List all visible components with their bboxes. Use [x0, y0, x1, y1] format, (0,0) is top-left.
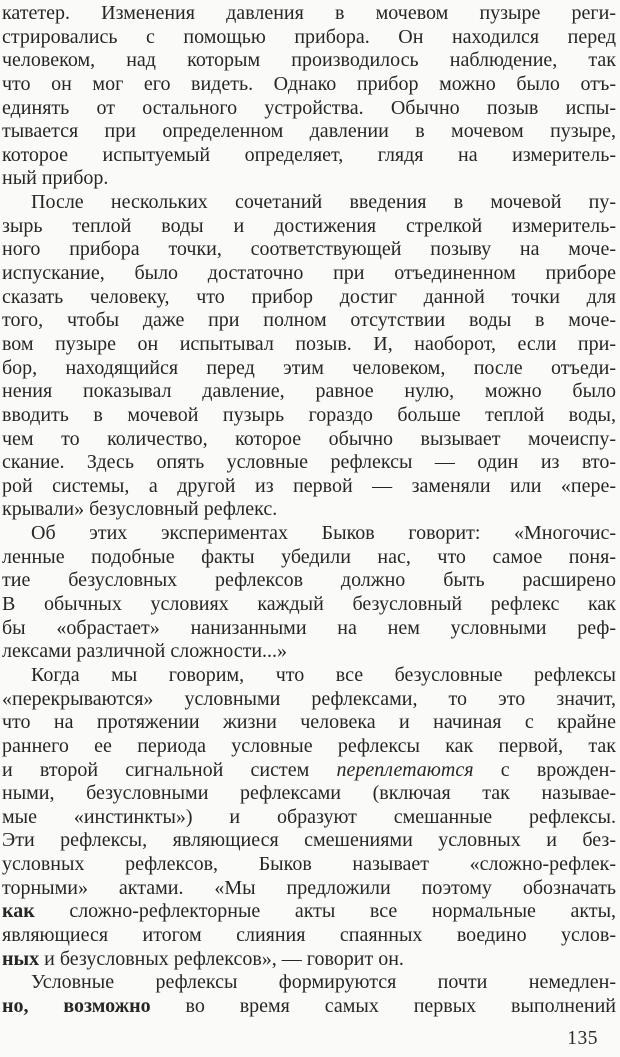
- text-segment: и второй сигнальной систем: [2, 758, 337, 781]
- text-line-23: [2, 522, 616, 546]
- text-segment: ленные подобные факты убедили нас, что самое поня-: [2, 545, 616, 568]
- text-segment: что на протяжении жизни человека и начиная с крайне: [2, 711, 616, 734]
- text-segment: тывается при определенном давлении в мочевом пузыре,: [2, 120, 616, 143]
- text-segment: зырь теплой воды и достижения стрелкой измеритель-: [2, 214, 616, 237]
- text-line-9: [2, 191, 616, 215]
- text-segment: испускание, было достаточно при отъединенном приборе: [2, 262, 616, 285]
- text-segment: лексами различной сложности...»: [2, 640, 288, 663]
- text-segment: нения показывал давление, равное нулю, можно было: [2, 380, 616, 403]
- text-line-22: [2, 498, 616, 522]
- text-line-31: [2, 711, 616, 735]
- text-segment: условных рефлексов, Быков называет «сложно-рефлек-: [2, 853, 616, 876]
- text-line-3: [2, 49, 616, 73]
- text-segment: являющиеся итогом слияния спаянных воедино услов-: [2, 923, 616, 946]
- text-segment: человеком, над которым производилось наблюдение, так: [2, 49, 616, 72]
- text-segment: скание. Здесь опять условные рефлексы — один из вто-: [2, 451, 616, 474]
- text-segment: крывали» безусловный рефлекс.: [2, 498, 278, 521]
- text-segment: катетер. Изменения давления в мочевом пузыре реги-: [2, 2, 616, 24]
- text-segment: Об этих экспериментах Быков говорит: «Многочис-: [31, 522, 616, 545]
- text-segment: единять от остального устройства. Обычно позыв испы-: [2, 96, 616, 119]
- text-line-29: [2, 664, 616, 688]
- text-line-27: [2, 617, 616, 641]
- text-segment: ный прибор.: [2, 167, 109, 190]
- text-segment: В обычных условиях каждый безусловный рефлекс как: [2, 593, 616, 616]
- text-segment: мые «инстинкты») и образуют смешанные рефлексы.: [2, 805, 616, 828]
- text-segment: ного прибора точки, соответствующей позыву на моче-: [2, 238, 616, 261]
- text-line-38: [2, 877, 616, 901]
- text-line-37: [2, 853, 616, 877]
- text-line-5: [2, 97, 616, 121]
- text-segment: вводить в мочевой пузырь гораздо больше теплой воды,: [2, 403, 616, 426]
- text-segment: сказать человеку, что прибор достиг данной точки для: [2, 285, 616, 308]
- text-line-11: [2, 238, 616, 262]
- text-line-32: [2, 735, 616, 759]
- text-line-34: [2, 782, 616, 806]
- text-segment: Условные рефлексы формируются почти немедлен-: [31, 971, 616, 994]
- text-line-26: [2, 593, 616, 617]
- text-line-28: [2, 640, 616, 664]
- text-segment: во время самых первых выполнений: [150, 994, 616, 1017]
- text-segment: Когда мы говорим, что все безусловные рефлексы: [31, 663, 616, 686]
- text-segment: тие безусловных рефлексов должно быть расширено: [2, 569, 616, 592]
- text-line-2: [2, 26, 616, 50]
- text-segment: что он мог его видеть. Однако прибор можно было отъ-: [2, 72, 616, 95]
- text-line-41: [2, 948, 616, 972]
- text-line-36: [2, 829, 616, 853]
- text-line-43: [2, 995, 616, 1019]
- text-line-39: [2, 900, 616, 924]
- text-line-6: [2, 120, 616, 144]
- text-segment: того, чтобы даже при полном отсутствии воды в моче-: [2, 309, 616, 332]
- text-segment: раннего ее периода условные рефлексы как первой, так: [2, 734, 616, 757]
- text-line-15: [2, 333, 616, 357]
- text-line-14: [2, 309, 616, 333]
- text-segment: которое испытуемый определяет, глядя на измеритель-: [2, 143, 616, 166]
- text-line-4: [2, 73, 616, 97]
- text-line-17: [2, 380, 616, 404]
- text-line-42: [2, 971, 616, 995]
- text-segment: чем то количество, которое обычно вызывает мочеиспу-: [2, 427, 616, 450]
- text-line-12: [2, 262, 616, 286]
- text-segment: бор, находящийся перед этим человеком, после отъеди-: [2, 356, 616, 379]
- text-segment: и безусловных рефлексов», — говорит он.: [39, 947, 404, 970]
- text-segment-bold: ных: [2, 947, 40, 970]
- text-line-33: [2, 759, 616, 783]
- text-segment: стрировались с помощью прибора. Он находился перед: [2, 25, 616, 48]
- text-segment: вом пузыре он испытывал позыв. И, наоборот, если при-: [2, 332, 616, 355]
- text-line-40: [2, 924, 616, 948]
- text-segment-bold: как: [2, 900, 35, 923]
- text-segment-bold: но, возможно: [2, 994, 151, 1017]
- text-line-25: [2, 569, 616, 593]
- text-line-19: [2, 428, 616, 452]
- text-line-35: [2, 806, 616, 830]
- text-segment: рой системы, а другой из первой — заменяли или «пере-: [2, 474, 616, 497]
- text-segment: После нескольких сочетаний введения в мочевой пу-: [31, 191, 616, 214]
- text-segment: бы «обрастает» нанизанными на нем условными реф-: [2, 616, 616, 639]
- text-line-16: [2, 357, 616, 381]
- page-text: [2, 2, 616, 1019]
- text-segment: «перекрываются» условными рефлексами, то это значит,: [2, 687, 616, 710]
- text-line-30: [2, 688, 616, 712]
- text-line-18: [2, 404, 616, 428]
- text-segment: Эти рефлексы, являющиеся смешениями условных и без-: [2, 829, 616, 852]
- page-number: 135: [567, 1028, 598, 1049]
- text-segment: торными» актами. «Мы предложили поэтому обозначать: [2, 876, 616, 899]
- text-line-10: [2, 215, 616, 239]
- text-segment: ными, безусловными рефлексами (включая так называе-: [2, 782, 616, 805]
- text-line-8: [2, 167, 616, 191]
- text-line-21: [2, 475, 616, 499]
- text-segment-italic: переплетаются: [336, 758, 474, 781]
- text-line-1: [2, 2, 616, 26]
- text-segment: сложно-рефлекторные акты все нормальные акты,: [34, 900, 616, 923]
- text-segment: с врожден-: [473, 758, 616, 781]
- text-line-20: [2, 451, 616, 475]
- text-line-7: [2, 144, 616, 168]
- text-line-13: [2, 286, 616, 310]
- text-line-24: [2, 546, 616, 570]
